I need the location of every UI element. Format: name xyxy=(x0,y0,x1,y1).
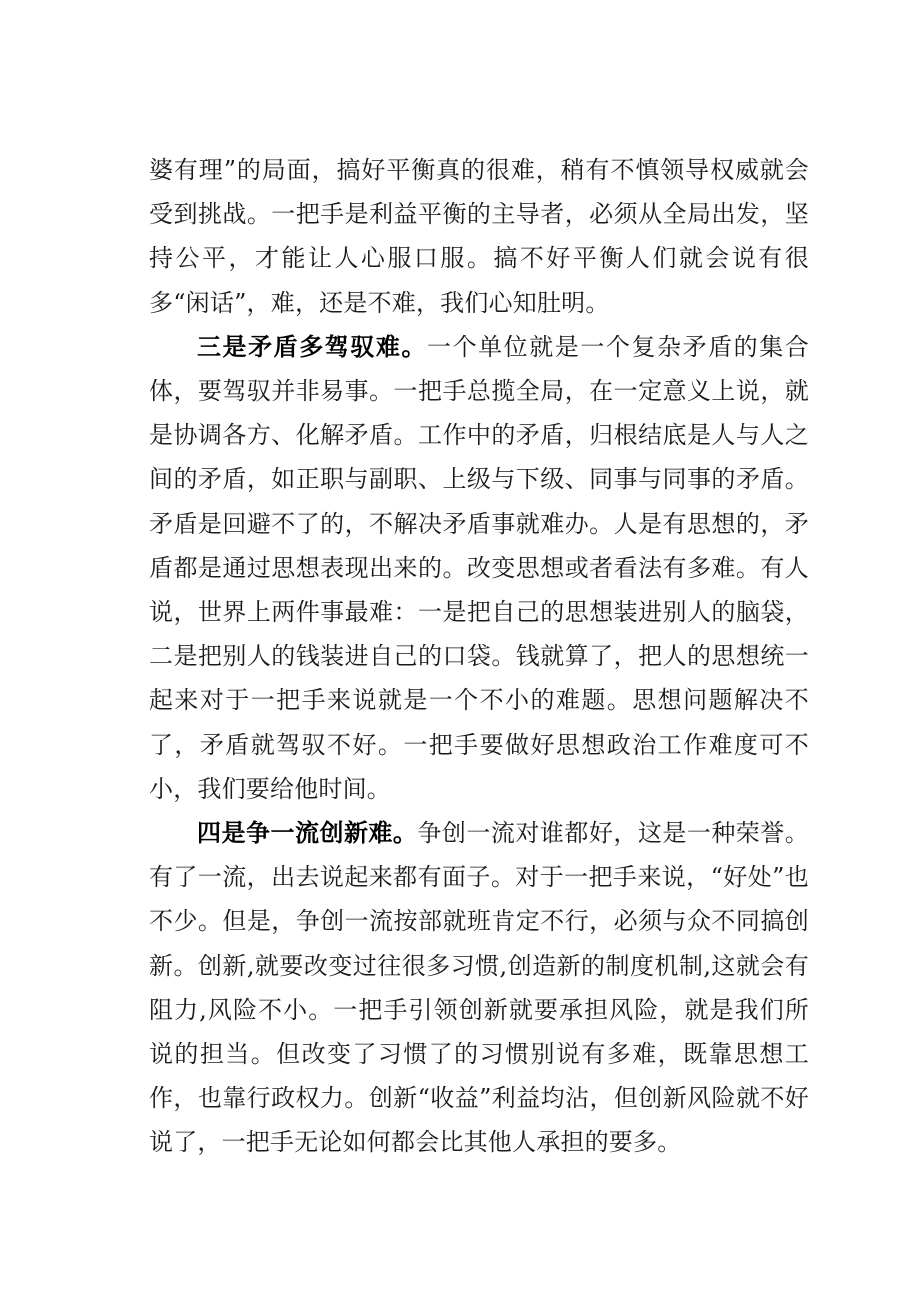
paragraph-heading: 四是争一流创新难。 xyxy=(197,818,418,848)
paragraph-innovation xyxy=(149,811,809,1165)
paragraph-text: 争创一流对谁都好，这是一种荣誉。有了一流，出去说起来都有面子。对于一把手来说，“好处”也不少。但是，争创一流按部就班肯定不行，必须与众不同搞创新。创新,就要改变过往很多习惯,创造新的制度机制,这就会有阻力,风险不小。一把手引领创新就要承担风险，就是我们所说的担当。但改变了习惯了的习惯别说有多难，既靠思想工作，也靠行政权力。创新“收益”利益均沾，但创新风险就不好说了，一把手无论如何都会比其他人承担的要多。 xyxy=(149,819,809,1157)
paragraph-heading: 三是矛盾多驾驭难。 xyxy=(197,331,428,361)
body-text xyxy=(149,148,809,1165)
paragraph-text: 一个单位就是一个复杂矛盾的集合体，要驾驭并非易事。一把手总揽全局，在一定意义上说，就是协调各方、化解矛盾。工作中的矛盾，归根结底是人与人之间的矛盾，如正职与副职、上级与下级、同事与同事的矛盾。矛盾是回避不了的，不解决矛盾事就难办。人是有思想的，矛盾都是通过思想表现出来的。改变思想或者看法有多难。有人说，世界上两件事最难：一是把自己的思想装进别人的脑袋，二是把别人的钱装进自己的口袋。钱就算了，把人的思想统一起来对于一把手来说就是一个不小的难题。思想问题解决不了，矛盾就驾驭不好。一把手要做好思想政治工作难度可不小，我们要给他时间。 xyxy=(149,332,809,803)
paragraph-contradictions xyxy=(149,325,809,811)
paragraph-continuation xyxy=(149,148,809,325)
paragraph-text: 婆有理”的局面，搞好平衡真的很难，稍有不慎领导权威就会受到挑战。一把手是利益平衡的主导者，必须从全局出发，坚持公平，才能让人心服口服。搞不好平衡人们就会说有很多“闲话”，难，还是不难，我们心知肚明。 xyxy=(149,156,809,317)
